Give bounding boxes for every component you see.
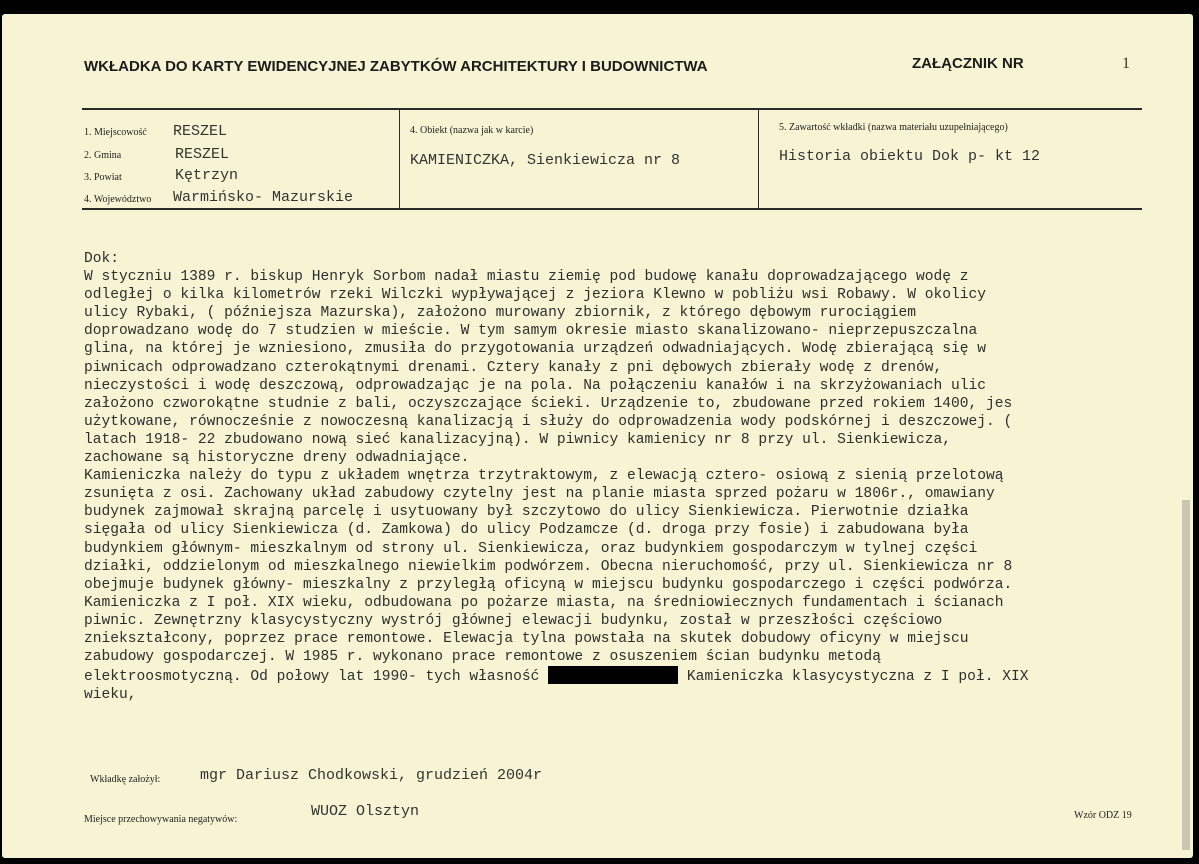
history-line: założono czworokątne studnie z bali, oczyszczające ścieki. Urządzenie to, zbudowane przed rokiem 1400, jes	[84, 395, 1013, 412]
gmina-label: 2. Gmina	[84, 150, 122, 161]
gmina-value: RESZEL	[175, 146, 230, 163]
history-line: glina, na której je wzniesiono, zmusiła do przygotowania urządzeń odwadniających. Wodę zbierającą się w	[84, 341, 987, 358]
storage-label: Miejsce przechowywania negatywów:	[84, 814, 238, 825]
history-line: nieczystości i wodę deszczową, odprowadzając je na pola. Na połączeniu kanałów i na skrzyżowaniach ulic	[84, 377, 987, 394]
powiat-label: 3. Powiat	[84, 172, 122, 183]
column-divider-1	[399, 110, 400, 208]
history-line: sięgała od ulicy Sienkiewicza (d. Zamkowa) do ulicy Podzamcze (d. droga przy fosie) i zabudowana była	[84, 522, 969, 539]
history-last-line-start: elektroosmotyczną. Od połowy lat 1990- tych własność	[84, 669, 549, 686]
miejscowosc-label: 1. Miejscowość	[84, 127, 147, 138]
history-line: budynkiem głównym- mieszkalnym od strony ul. Sienkiewicza, oraz budynkiem gospodarczym w tylnej części	[84, 540, 978, 557]
header-rule-top	[82, 108, 1142, 110]
history-line: Kamieniczka należy do typu z układem wnętrza trzytraktowym, z elewacją cztero- osiową z sienią przelotową	[84, 468, 1004, 485]
storage-value: WUOZ Olsztyn	[311, 803, 420, 820]
obiekt-value: KAMIENICZKA, Sienkiewicza nr 8	[410, 152, 681, 169]
scan-edge	[1182, 500, 1190, 850]
zawartosc-label: 5. Zawartość wkładki (nazwa materiału uzupełniającego)	[779, 122, 1008, 133]
history-line: latach 1918- 22 zbudowano nową sieć kanalizacyjną). W piwnicy kamienicy nr 8 przy ul. Sienkiewicza,	[84, 431, 952, 448]
history-line: doprowadzano wodę do 7 studzien w mieście. W tym samym okresie miasto skanalizowano- nieprzepuszczalna	[84, 323, 978, 340]
history-line: budynek zajmował skrajną parcelę i usytuowany był szczytowo do ulicy Sienkiewicza. Pierwotnie działka	[84, 504, 969, 521]
column-divider-2	[758, 110, 759, 208]
form-title: WKŁADKA DO KARTY EWIDENCYJNEJ ZABYTKÓW ARCHITEKTURY I BUDOWNICTWA	[84, 58, 708, 75]
history-line: piwnic. Zewnętrzny klasycystyczny wystrój głównej elewacji budynku, został w przeszłości częściowo	[84, 612, 943, 629]
author-value: mgr Dariusz Chodkowski, grudzień 2004r	[200, 767, 543, 784]
history-heading: Dok:	[84, 251, 120, 267]
history-last-line-end: Kamieniczka klasycystyczna z I poł. XIX	[678, 669, 1029, 686]
history-line: zsunięta z osi. Zachowany układ zabudowy czytelny jest na planie miasta sprzed pożaru w 1806r., omawiany	[84, 486, 995, 503]
history-line: Kamieniczka z I poł. XIX wieku, odbudowana po pożarze miasta, na średniowiecznych fundamentach i ścianach	[84, 594, 1004, 611]
header-rule-bottom	[82, 208, 1142, 210]
author-label: Wkładkę założył:	[90, 774, 161, 785]
history-text	[84, 250, 1144, 704]
history-line: działki, oddzielonym od mieszkalnego niewielkim podwórzem. Obecna nieruchomość, przy ul. Sienkiewicza nr 8	[84, 558, 1013, 575]
history-line: zniekształcony, poprzez prace remontowe. Elewacja tylna powstała na skutek dobudowy oficyny w miejscu	[84, 630, 969, 647]
wojewodztwo-label: 4. Województwo	[84, 194, 152, 205]
history-line: ulicy Rybaki, ( późniejsza Mazurska), założono murowany zbiornik, z którego dębowym rurociągiem	[84, 305, 916, 322]
form-code: Wzór ODZ 19	[1074, 810, 1132, 821]
history-line: obejmuje budynek główny- mieszkalny z przyległą oficyną w miejscu budynku gospodarczego i części podwórza.	[84, 576, 1013, 593]
history-line: zabudowy gospodarczej. W 1985 r. wykonano prace remontowe z osuszeniem ścian budynku metodą	[84, 649, 881, 666]
attachment-label: ZAŁĄCZNIK NR	[912, 55, 1024, 72]
redacted-owner	[548, 666, 678, 684]
history-line: odległej o kilka kilometrów rzeki Wilczki wypływającej z jeziora Klewno w pobliżu wsi Robawy. W okolicy	[84, 287, 987, 304]
powiat-value: Kętrzyn	[175, 167, 239, 184]
history-line: piwnicach odprowadzano czterokątnymi drenami. Cztery kanały z pni dębowych zbierały wodę z drenów,	[84, 359, 943, 376]
history-final-line: wieku,	[84, 687, 137, 704]
history-line: użytkowane, równocześnie z nowoczesną kanalizacją i służy do odprowadzenia wody podskórnej i deszczowej. (	[84, 413, 1013, 430]
history-line: zachowane są historyczne dreny odwadniające.	[84, 450, 470, 467]
attachment-number: 1	[1122, 55, 1130, 72]
wojewodztwo-value: Warmińsko- Mazurskie	[173, 189, 354, 206]
obiekt-label: 4. Obiekt (nazwa jak w karcie)	[410, 125, 534, 136]
history-last-line	[84, 666, 1144, 686]
history-line: W styczniu 1389 r. biskup Henryk Sorbom nadał miastu ziemię pod budowę kanału doprowadzającego wodę z	[84, 269, 969, 286]
miejscowosc-value: RESZEL	[173, 123, 228, 140]
history-paragraphs	[84, 268, 1144, 666]
zawartosc-value: Historia obiektu Dok p- kt 12	[779, 148, 1041, 165]
